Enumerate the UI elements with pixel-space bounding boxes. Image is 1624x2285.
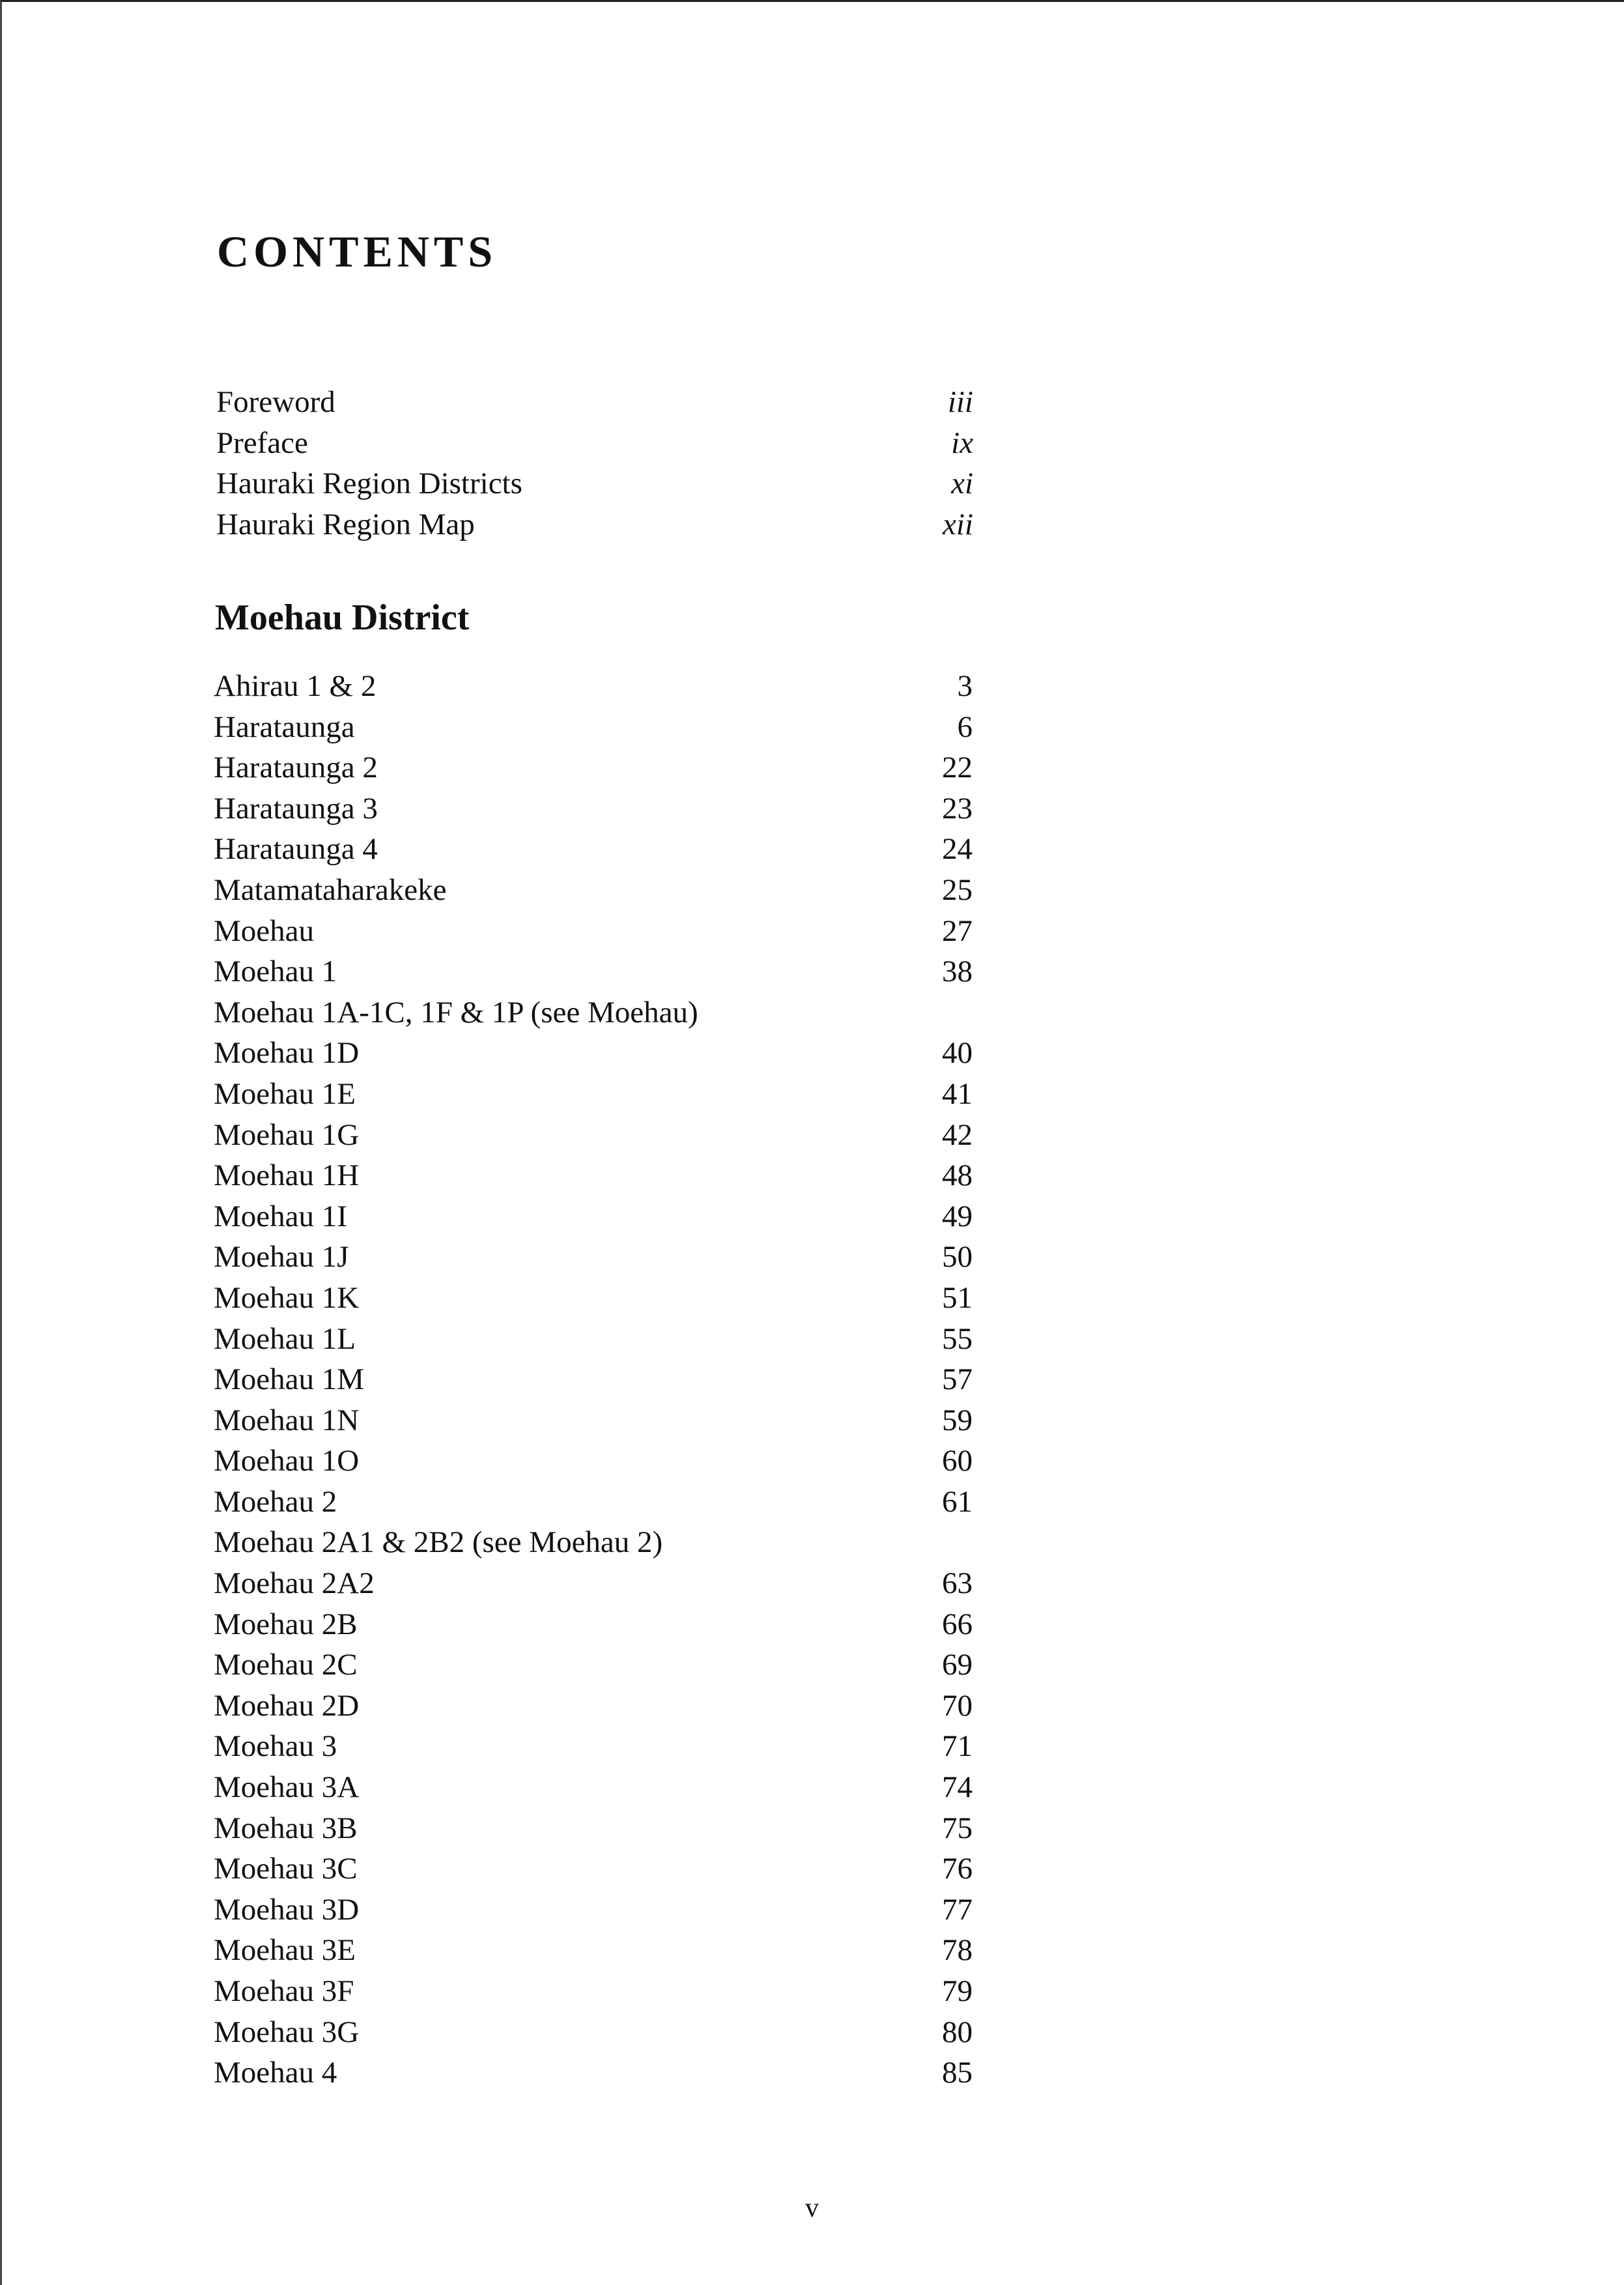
toc-entry [214, 1808, 973, 1849]
toc-entry [214, 707, 973, 748]
section-title: Moehau District [215, 597, 470, 638]
toc-entry-title: Moehau [214, 913, 315, 948]
toc-entry-title: Moehau 2A2 [214, 1566, 375, 1601]
toc-entry-title: Moehau 3F [214, 1974, 354, 2008]
toc-entry-page: 22 [942, 751, 973, 785]
toc-entry-title: Harataunga 3 [214, 791, 378, 826]
toc-entry-page: xii [943, 507, 973, 541]
toc-entry-title: Harataunga 2 [214, 751, 378, 785]
toc-entry [214, 870, 973, 911]
toc-entry [214, 951, 973, 992]
toc-entry-title: Moehau 2A1 & 2B2 (see Moehau 2) [214, 1525, 663, 1560]
toc-entry [214, 2052, 973, 2093]
toc-entry-title: Moehau 3D [214, 1892, 360, 1927]
toc-entry-page: 79 [942, 1974, 973, 2008]
toc-entry [214, 1400, 973, 1441]
toc-entry-title: Moehau 3E [214, 1933, 356, 1968]
toc-entry [214, 1645, 973, 1686]
toc-entry-title: Moehau 3G [214, 2015, 360, 2049]
toc-entry-title: Moehau 1M [214, 1362, 365, 1397]
toc-entry [214, 992, 973, 1033]
toc-entry-title: Foreword [216, 385, 335, 419]
toc-entry-title: Moehau 3C [214, 1852, 358, 1886]
toc-entry-title: Moehau 2 [214, 1484, 337, 1519]
toc-entry-page: 6 [957, 710, 973, 744]
toc-entry-page: 77 [942, 1892, 973, 1927]
toc-entry [214, 1767, 973, 1808]
toc-entry-page: 74 [942, 1770, 973, 1805]
toc-entry-page: 27 [942, 913, 973, 948]
toc-entry-title: Moehau 2D [214, 1688, 360, 1723]
toc-entry-page: 48 [942, 1158, 973, 1193]
toc-entry-title: Harataunga 4 [214, 832, 378, 867]
toc-entry [216, 504, 973, 545]
toc-entry-page: 61 [942, 1484, 973, 1519]
toc-entry-page: 60 [942, 1444, 973, 1478]
toc-entry-title: Moehau 3 [214, 1729, 337, 1764]
toc-entry [214, 1033, 973, 1074]
toc-entry-title: Moehau 1H [214, 1158, 360, 1193]
toc-entry-title: Moehau 1K [214, 1280, 360, 1315]
toc-entry [214, 1441, 973, 1482]
toc-entry [214, 911, 973, 952]
toc-entry [214, 1319, 973, 1360]
toc-entry [214, 1686, 973, 1727]
toc-entry [216, 463, 973, 504]
toc-entry-page: 59 [942, 1403, 973, 1437]
toc-entry-page: 3 [957, 669, 973, 703]
toc-entry [214, 1522, 973, 1563]
toc-entry-title: Hauraki Region Map [216, 507, 475, 541]
toc-entry-title: Moehau 1I [214, 1199, 347, 1233]
toc-entry-title: Harataunga [214, 710, 355, 744]
toc-entry-page: 66 [942, 1607, 973, 1641]
toc-entry-page: 42 [942, 1117, 973, 1152]
toc-entry [214, 1604, 973, 1645]
toc-entry-title: Moehau 1D [214, 1036, 360, 1071]
toc-entry-page: 85 [942, 2056, 973, 2090]
toc-entry [214, 1482, 973, 1523]
toc-entry-title: Moehau 1L [214, 1321, 356, 1356]
toc-entry [216, 382, 973, 423]
toc-entry [214, 1726, 973, 1767]
toc-entry-page: iii [947, 385, 973, 419]
toc-entry-page: 69 [942, 1648, 973, 1682]
page-number: v [805, 2193, 819, 2223]
toc-entry-page: 55 [942, 1321, 973, 1356]
toc-entry [214, 2012, 973, 2053]
toc-entry [214, 1930, 973, 1971]
toc-entry [216, 423, 973, 464]
toc-entry-page: 76 [942, 1852, 973, 1886]
toc-entry-title: Moehau 3A [214, 1770, 360, 1805]
district-entry-list [214, 666, 973, 2093]
front-matter-list [216, 382, 973, 545]
toc-entry-title: Moehau 1O [214, 1444, 360, 1478]
toc-entry [214, 1237, 973, 1278]
toc-entry [214, 1074, 973, 1115]
toc-entry-title: Moehau 1G [214, 1117, 360, 1152]
toc-entry-page: 41 [942, 1076, 973, 1111]
toc-entry-title: Moehau 1J [214, 1240, 349, 1274]
toc-entry [214, 1278, 973, 1319]
toc-entry-page: 71 [942, 1729, 973, 1764]
toc-entry-page: xi [951, 467, 973, 501]
toc-entry-page: 24 [942, 832, 973, 867]
toc-entry-page: 38 [942, 955, 973, 989]
contents-heading: CONTENTS [217, 227, 498, 276]
toc-entry-page: 40 [942, 1036, 973, 1071]
toc-entry-page: ix [951, 425, 973, 460]
toc-entry-page: 63 [942, 1566, 973, 1601]
toc-entry [214, 1155, 973, 1196]
toc-entry [214, 1563, 973, 1604]
toc-entry [214, 1971, 973, 2012]
toc-entry-title: Moehau 1A-1C, 1F & 1P (see Moehau) [214, 995, 698, 1029]
toc-entry [214, 1890, 973, 1931]
toc-entry-title: Moehau 1 [214, 955, 337, 989]
toc-entry [214, 1848, 973, 1890]
toc-entry [214, 1359, 973, 1400]
toc-entry-title: Moehau 3B [214, 1811, 358, 1845]
toc-entry [214, 829, 973, 870]
toc-entry [214, 1196, 973, 1237]
toc-entry-page: 23 [942, 791, 973, 826]
toc-entry-page: 70 [942, 1688, 973, 1723]
toc-entry [214, 747, 973, 788]
toc-entry-page: 75 [942, 1811, 973, 1845]
toc-entry-title: Preface [216, 425, 308, 460]
toc-entry-title: Matamataharakeke [214, 872, 447, 907]
toc-entry-title: Ahirau 1 & 2 [214, 669, 377, 703]
toc-entry [214, 788, 973, 829]
toc-entry-page: 50 [942, 1240, 973, 1274]
toc-entry-page: 78 [942, 1933, 973, 1968]
toc-entry [214, 1115, 973, 1156]
toc-entry-title: Hauraki Region Districts [216, 467, 522, 501]
toc-entry-title: Moehau 2C [214, 1648, 358, 1682]
toc-entry-title: Moehau 1N [214, 1403, 360, 1437]
toc-entry-title: Moehau 1E [214, 1076, 356, 1111]
toc-entry-title: Moehau 4 [214, 2056, 337, 2090]
toc-entry-page: 49 [942, 1199, 973, 1233]
toc-entry-page: 80 [942, 2015, 973, 2049]
toc-entry-page: 57 [942, 1362, 973, 1397]
toc-entry-page: 25 [942, 872, 973, 907]
toc-entry-title: Moehau 2B [214, 1607, 358, 1641]
toc-entry-page: 51 [942, 1280, 973, 1315]
toc-entry [214, 666, 973, 707]
